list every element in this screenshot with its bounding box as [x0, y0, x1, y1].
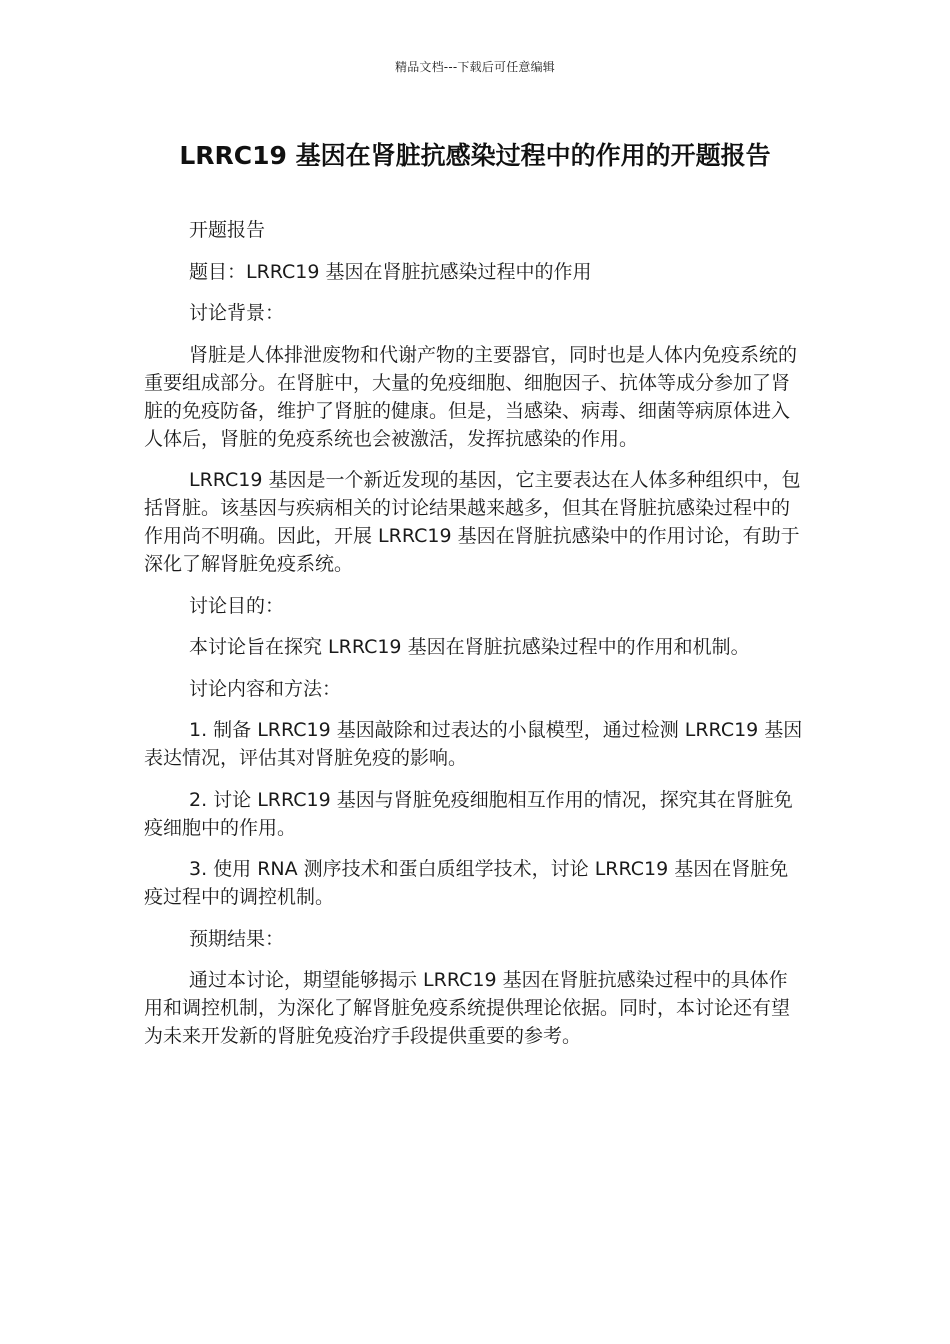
paragraph: 通过本讨论，期望能够揭示 LRRC19 基因在肾脏抗感染过程中的具体作用和调控机制，为深化了解肾脏免疫系统提供理论依据。同时，本讨论还有望为未来开发新的肾脏免疫治疗手段提供重要的参考。	[144, 969, 791, 1047]
section-heading: 预期结果：	[189, 927, 285, 950]
paragraph: 肾脏是人体排泄废物和代谢产物的主要器官，同时也是人体内免疫系统的重要组成部分。在肾脏中，大量的免疫细胞、细胞因子、抗体等成分参加了肾脏的免疫防备，维护了肾脏的健康。但是，当感染、病毒、细菌等病原体进入人体后，肾脏的免疫系统也会被激活，发挥抗感染的作用。	[144, 343, 798, 450]
list-item: 1. 制备 LRRC19 基因敲除和过表达的小鼠模型，通过检测 LRRC19 基因表达情况，评估其对肾脏免疫的影响。	[144, 719, 803, 769]
document-body	[144, 216, 806, 1064]
list-item: 2. 讨论 LRRC19 基因与肾脏免疫细胞相互作用的情况，探究其在肾脏免疫细胞中的作用。	[144, 788, 793, 839]
paragraph: LRRC19 基因是一个新近发现的基因，它主要表达在人体多种组织中，包括肾脏。该基因与疾病相关的讨论结果越来越多，但其在肾脏抗感染过程中的作用尚不明确。因此，开展 LRRC19 基因在肾脏抗感染中的作用讨论，有助于深化了解肾脏免疫系统。	[144, 469, 801, 575]
list-item: 3. 使用 RNA 测序技术和蛋白质组学技术，讨论 LRRC19 基因在肾脏免疫过程中的调控机制。	[144, 858, 789, 908]
paragraph: 开题报告	[189, 219, 266, 241]
section-heading: 讨论目的：	[189, 594, 285, 617]
document-title: LRRC19 基因在肾脏抗感染过程中的作用的开题报告	[179, 141, 771, 170]
paragraph: 本讨论旨在探究 LRRC19 基因在肾脏抗感染过程中的作用和机制。	[189, 636, 750, 658]
section-heading: 讨论内容和方法：	[189, 677, 342, 700]
section-heading: 讨论背景：	[189, 302, 285, 324]
header-note: 精品文档---下载后可任意编辑	[395, 60, 555, 74]
paragraph: 题目：LRRC19 基因在肾脏抗感染过程中的作用	[189, 260, 592, 283]
